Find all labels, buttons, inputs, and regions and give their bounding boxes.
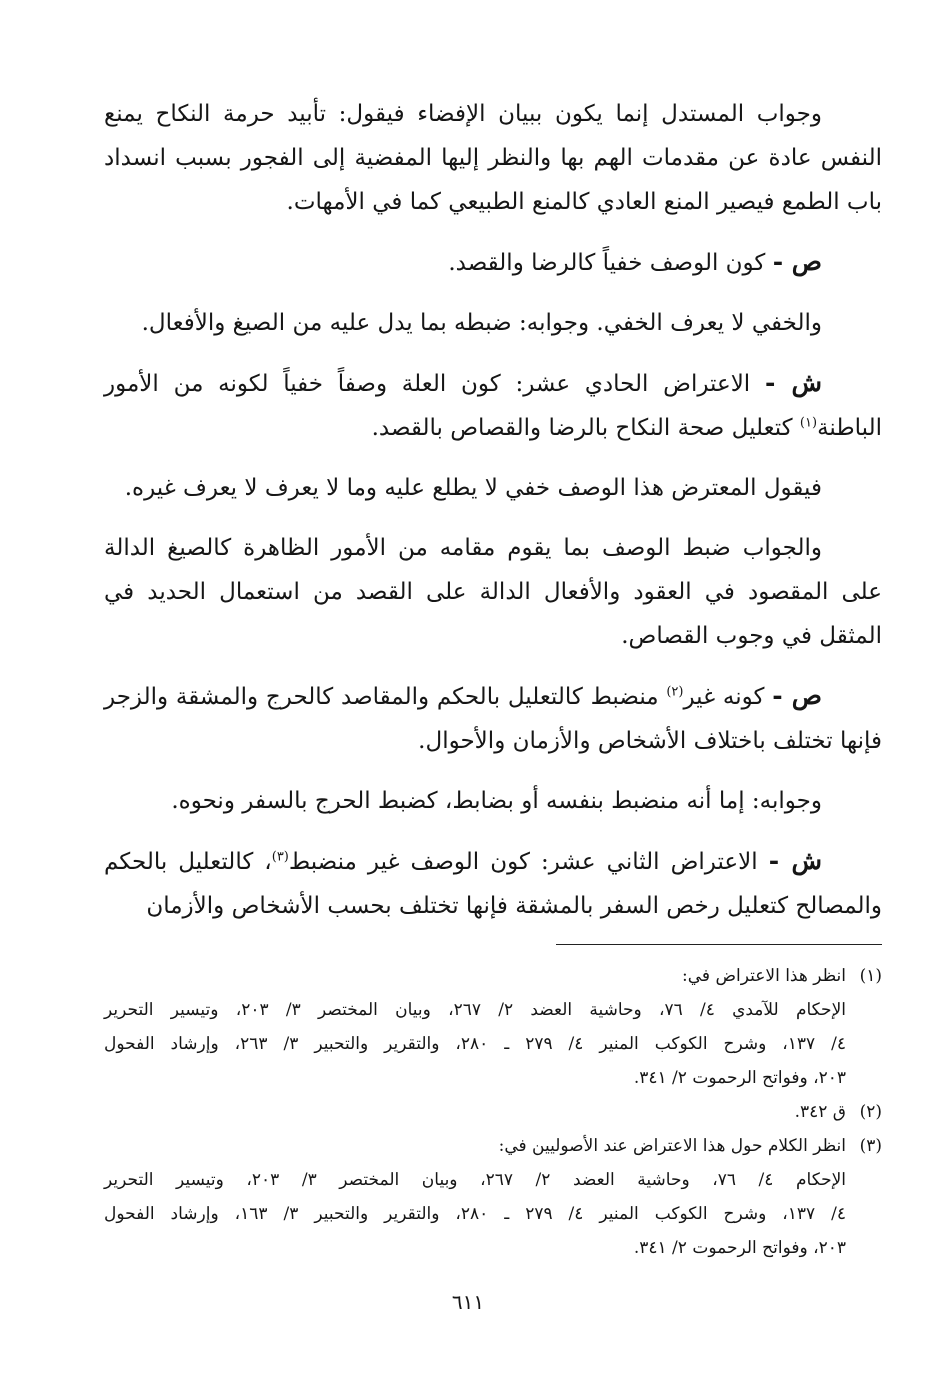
paragraph-7-text-a: كونه غير xyxy=(683,684,773,710)
footnote-divider xyxy=(556,944,882,945)
footnote-number: (٢) xyxy=(859,1102,882,1122)
section-mark-shin: ش - xyxy=(768,846,822,875)
footnote-2 xyxy=(104,1095,882,1129)
footnote-ref-3[interactable]: (٣) xyxy=(271,849,289,865)
footnote-line: انظر هذا الاعتراض في: xyxy=(682,966,846,986)
page-number: ٦١١ xyxy=(451,1290,485,1314)
footnote-line: انظر الكلام حول هذا الاعتراض عند الأصوليين في: xyxy=(498,1136,846,1156)
paragraph-4-text-b: كتعليل صحة النكاح بالرضا والقصاص بالقصد. xyxy=(371,415,800,441)
paragraph-9-text-a: الاعتراض الثاني عشر: كون الوصف غير منضبط xyxy=(288,849,769,875)
footnote-line: ٤/ ١٣٧، وشرح الكوكب المنير ٤/ ٢٧٩ ـ ٢٨٠، والتقرير والتحبير ٣/ ٢٦٣، وإرشاد الفحول xyxy=(104,1034,846,1054)
footnote-text xyxy=(104,1095,846,1129)
paragraph-3: والخفي لا يعرف الخفي. وجوابه: ضبطه بما يدل عليه من الصيغ والأفعال. xyxy=(141,310,822,336)
footnote-text xyxy=(104,959,846,1095)
paragraph-5: فيقول المعترض هذا الوصف خفي لا يطلع عليه وما لا يعرف لا يعرف غيره. xyxy=(124,475,822,501)
paragraph-2 xyxy=(104,240,882,285)
footnote-number: (٣) xyxy=(859,1136,882,1156)
paragraph-1: وجواب المستدل إنما يكون ببيان الإفضاء فيقول: تأبيد حرمة النكاح يمنع النفس عادة عن مقدمات الهم بها والنظر إليها المفضية إلى الفجور بسبب انسداد باب الطمع فيصير المنع العادي كالمنع الطبيعي كما في الأمهات. xyxy=(104,101,882,215)
footnote-3 xyxy=(104,1129,882,1265)
page-content xyxy=(104,92,882,1265)
paragraph-4 xyxy=(104,361,882,450)
footnote-ref-2[interactable]: (٢) xyxy=(666,684,684,700)
footnote-line: ٢٠٣، وفواتح الرحموت ٢/ ٣٤١. xyxy=(633,1238,846,1258)
footnote-line: ٤/ ١٣٧، وشرح الكوكب المنير ٤/ ٢٧٩ ـ ٢٨٠، والتقرير والتحبير ٣/ ١٦٣، وإرشاد الفحول xyxy=(104,1204,846,1224)
section-mark-sad: ص - xyxy=(772,681,822,710)
paragraph-7 xyxy=(104,674,882,763)
paragraph-7-text-b: منضبط كالتعليل بالحكم والمقاصد كالحرج والمشقة والزجر فإنها تختلف باختلاف الأشخاص والأزمان والأحوال. xyxy=(104,684,882,754)
footnote-line: ٢٠٣، وفواتح الرحموت ٢/ ٣٤١. xyxy=(633,1068,846,1088)
section-mark-shin: ش - xyxy=(764,368,822,397)
footnote-text xyxy=(104,1129,846,1265)
paragraph-6: والجواب ضبط الوصف بما يقوم مقامه من الأمور الظاهرة كالصيغ الدالة على المقصود في العقود والأفعال الدالة على القصد من استعمال الحديد في المثقل في وجوب القصاص. xyxy=(104,535,882,649)
footnotes xyxy=(104,959,882,1265)
footnote-number: (١) xyxy=(859,966,882,986)
paragraph-9-text-b: ، كالتعليل بالحكم والمصالح كتعليل رخص السفر بالمشقة فإنها تختلف بحسب الأشخاص والأزمان xyxy=(104,849,882,919)
paragraph-4-text-a: الاعتراض الحادي عشر: كون العلة وصفاً خفياً لكونه من الأمور الباطنة xyxy=(104,371,882,441)
footnote-1 xyxy=(104,959,882,1095)
footnote-line: الإحكام للآمدي ٤/ ٧٦، وحاشية العضد ٢/ ٢٦٧، وبيان المختصر ٣/ ٢٠٣، وتيسير التحرير xyxy=(104,1000,846,1020)
footnote-line: ق ٣٤٢. xyxy=(794,1102,846,1122)
section-mark-sad: ص - xyxy=(772,247,822,276)
footnote-ref-1[interactable]: (١) xyxy=(799,415,818,431)
paragraph-2-text: كون الوصف خفياً كالرضا والقصد. xyxy=(448,250,773,276)
main-text xyxy=(104,92,882,928)
paragraph-9 xyxy=(104,839,882,928)
footnote-line: الإحكام ٤/ ٧٦، وحاشية العضد ٢/ ٢٦٧، وبيان المختصر ٣/ ٢٠٣، وتيسير التحرير xyxy=(104,1170,847,1190)
paragraph-8: وجوابه: إما أنه منضبط بنفسه أو بضابط، كضبط الحرج بالسفر ونحوه. xyxy=(171,788,822,814)
